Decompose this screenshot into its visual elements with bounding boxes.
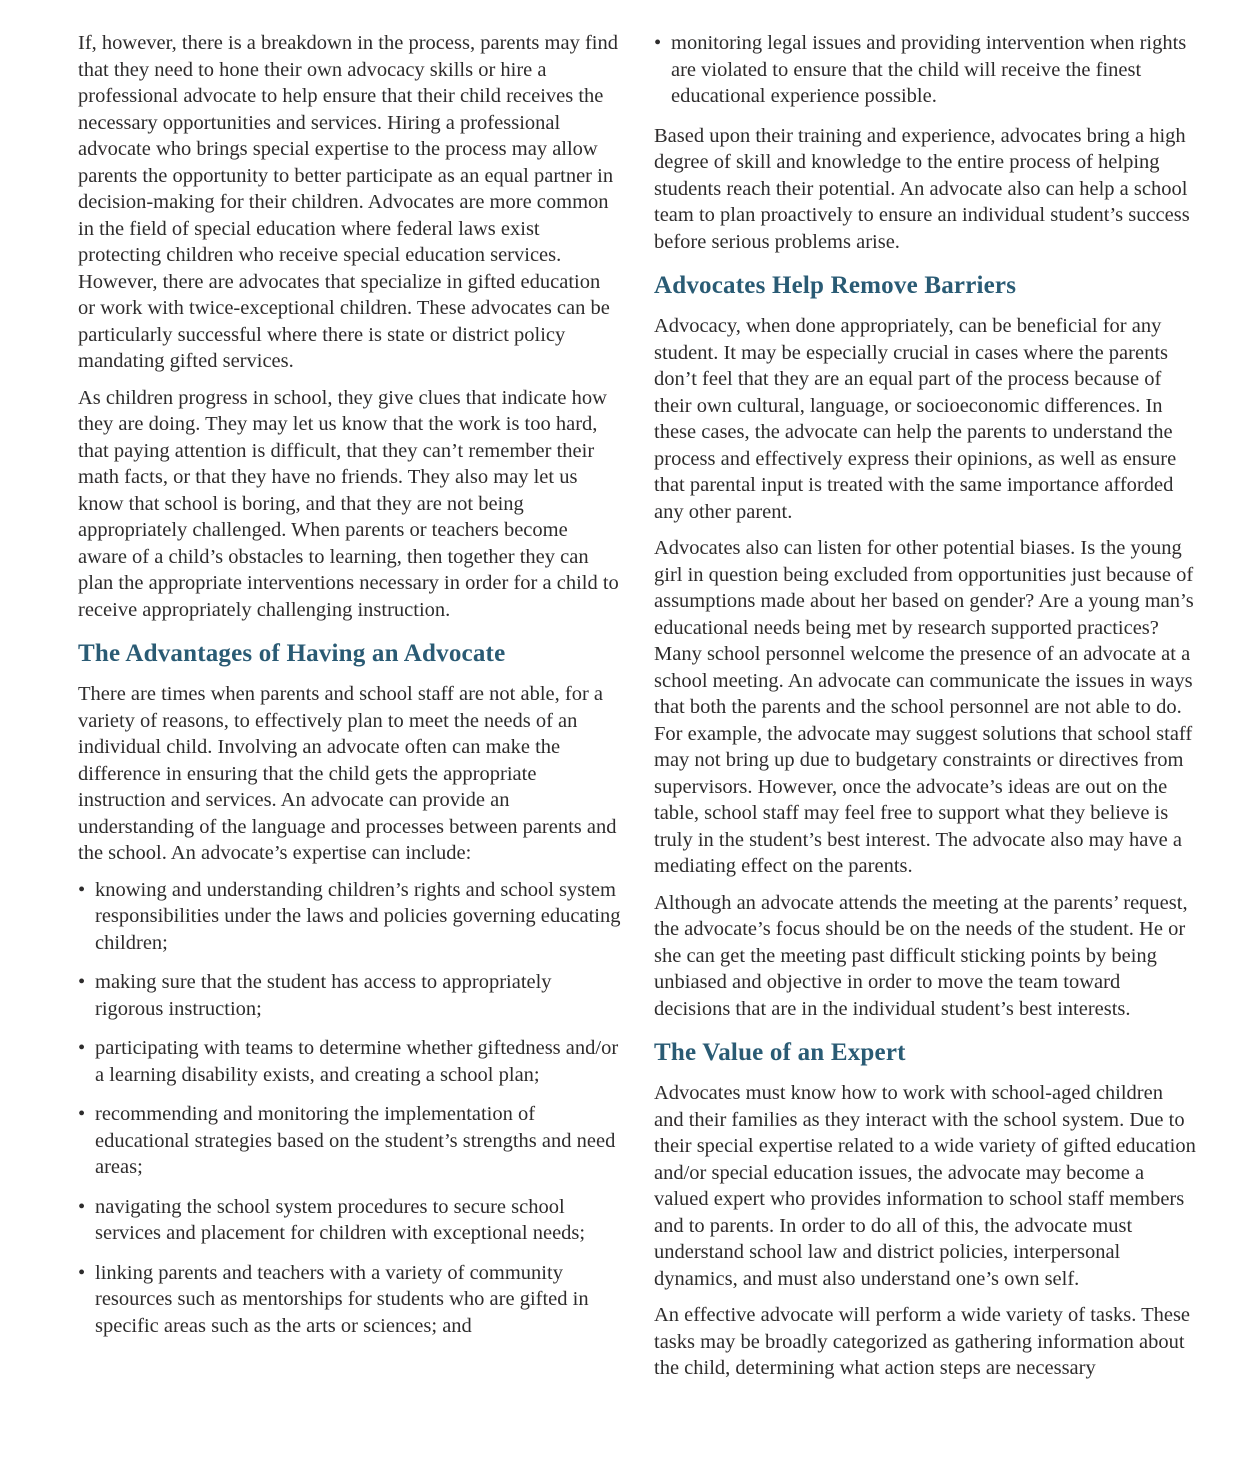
paragraph: Advocates also can listen for other potential biases. Is the young girl in question being excluded from opportunities just because of assumptions made about her based on gender? Are a young man’s educational needs being met by research supported practices? Many school personnel welcome the presence of an advocate at a school meeting. An advocate can communicate the issues in ways that both the parents and the school personnel are not able to do. For example, the advocate may suggest solutions that school staff may not bring up due to budgetary constraints or directives from supervisors. However, once the advocate’s ideas are out on the table, school staff may feel free to support what they believe is truly in the student’s best interest. The advocate also may have a mediating effect on the parents. — [654, 537, 1194, 877]
list-item-text: recommending and monitoring the implementation of educational strategies based on the student’s strengths and need areas; — [95, 1103, 616, 1178]
paragraph: Based upon their training and experience, advocates bring a high degree of skill and knowledge to the entire process of helping students reach their potential. An advocate also can help a school team to plan proactively to ensure an individual student’s success before serious problems arise. — [654, 124, 1190, 253]
bullet-list — [654, 30, 1197, 110]
bullet-icon: • — [78, 1261, 86, 1284]
bullet-icon: • — [78, 1037, 86, 1059]
list-item-text: linking parents and teachers with a variety of community resources such as mentorships for students who are gifted in specific areas such as the arts or sciences; and — [95, 1261, 589, 1337]
paragraph: As children progress in school, they give clues that indicate how they are doing. They may let us know that the work is too hard, that paying attention is difficult, that they can’t remember their math facts, or that they have no friends. They also may let us know that school is boring, and that they are not being appropriately challenged. When parents or teachers become aware of a child’s obstacles to learning, then together they can plan the appropriate interventions necessary in order for a child to receive appropriately challenging instruction. — [78, 386, 619, 621]
list-item — [654, 30, 1197, 110]
list-item-text: making sure that the student has access to appropriately rigorous instruction; — [95, 971, 552, 1020]
bullet-icon: • — [78, 971, 86, 993]
bullet-icon: • — [78, 1195, 86, 1218]
bullet-icon: • — [78, 1103, 86, 1125]
left-column — [78, 30, 621, 1472]
paragraph: An effective advocate will perform a wide variety of tasks. These tasks may be broadly categorized as gathering information about the child, determining what action steps are necessary — [654, 1304, 1191, 1379]
paragraph: Although an advocate attends the meeting at the parents’ request, the advocate’s focus should be on the needs of the student. He or she can get the meeting past difficult sticking points by being unbiased and objective in order to move the team toward decisions that are in the individual student’s best interests. — [654, 891, 1188, 1020]
list-item-text: navigating the school system procedures to secure school services and placement for children with exceptional needs; — [95, 1195, 586, 1244]
list-item-text: monitoring legal issues and providing intervention when rights are violated to ensure that the child will receive the finest educational experience possible. — [671, 32, 1187, 107]
paragraph: If, however, there is a breakdown in the process, parents may find that they need to hone their own advocacy skills or hire a professional advocate to help ensure that their child receives the necessary opportunities and services. Hiring a professional advocate who brings special expertise to the process may allow parents the opportunity to better participate as an equal partner in decision-making for their children. Advocates are more common in the field of special education where federal laws exist protecting children who receive special education services. However, there are advocates that specialize in gifted education or work with twice-exceptional children. These advocates can be particularly successful where there is state or district policy mandating gifted services. — [78, 32, 618, 372]
bullet-icon: • — [78, 878, 86, 901]
bullet-list — [78, 877, 621, 1340]
paragraph: There are times when parents and school staff are not able, for a variety of reasons, to effectively plan to meet the needs of an individual child. Involving an advocate often can make the difference in ensuring that the child gets the appropriate instruction and services. An advocate can provide an understanding of the language and processes between parents and the school. An advocate’s expertise can include: — [78, 683, 617, 864]
list-item-text: participating with teams to determine whether giftedness and/or a learning disability exists, and creating a school plan; — [95, 1037, 619, 1086]
list-item — [78, 969, 621, 1022]
paragraph: Advocates must know how to work with school-aged children and their families as they interact with the school system. Due to their special expertise related to a wide variety of gifted education and/or special education issues, the advocate may become a valued expert who provides information to school staff members and to parents. In order to do all of this, the advocate must understand school law and district policies, interpersonal dynamics, and must also understand one’s own self. — [654, 1082, 1196, 1290]
list-item — [78, 1101, 621, 1181]
bullet-icon: • — [654, 32, 662, 54]
list-item — [78, 1035, 621, 1088]
section-heading-advantages: The Advantages of Having an Advocate — [78, 640, 506, 667]
section-heading-barriers: Advocates Help Remove Barriers — [654, 272, 1017, 299]
list-item — [78, 1194, 621, 1247]
paragraph: Advocacy, when done appropriately, can be beneficial for any student. It may be especially crucial in cases where the parents don’t feel that they are an equal part of the process because of their own cultural, language, or socioeconomic differences. In these cases, the advocate can help the parents to understand the process and effectively express their opinions, as well as ensure that parental input is treated with the same importance afforded any other parent. — [654, 315, 1177, 523]
right-column — [654, 30, 1197, 1472]
section-heading-expert: The Value of an Expert — [654, 1039, 906, 1066]
list-item-text: knowing and understanding children’s rights and school system responsibilities under the laws and policies governing educating children; — [95, 878, 621, 954]
list-item — [78, 1260, 621, 1340]
list-item — [78, 877, 621, 957]
